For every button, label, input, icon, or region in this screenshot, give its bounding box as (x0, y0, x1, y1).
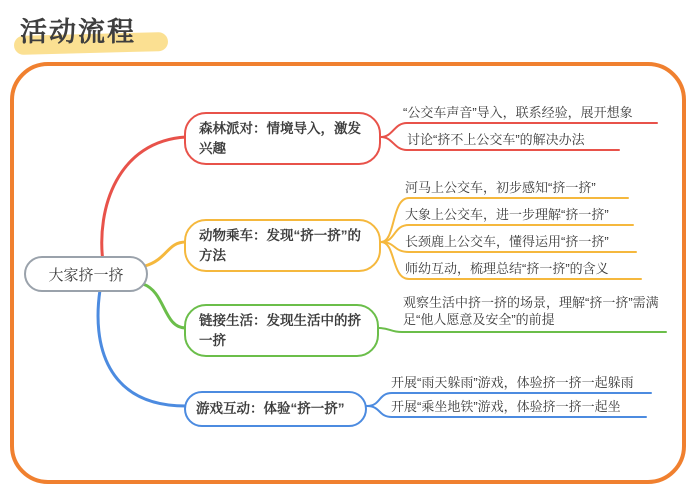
wire-branch-3-leaf-1 (379, 328, 666, 332)
leaf-node: 观察生活中挤一挤的场景，理解“挤一挤”需满足“他人愿意及安全”的前提 (403, 295, 659, 327)
branch-node-game-interaction (184, 391, 367, 427)
branch-node-link-life (184, 304, 379, 357)
leaf-node: 开展“乘坐地铁”游戏，体验挤一挤一起坐 (391, 399, 621, 414)
wire-root-branch-1 (102, 137, 186, 262)
page-title: 活动流程 (20, 17, 136, 47)
root-node (24, 256, 148, 292)
leaf-node: 讨论“挤不上公交车”的解决办法 (407, 132, 585, 147)
leaf-node: 开展“雨天躲雨”游戏，体验挤一挤一起躲雨 (391, 375, 634, 390)
leaf-node: 大象上公交车，进一步理解“挤一挤” (405, 207, 609, 222)
wire-root-branch-2 (145, 242, 186, 266)
leaf-node: 河马上公交车，初步感知“挤一挤” (405, 180, 596, 195)
wire-root-branch-3 (143, 284, 186, 328)
root-node-label: 大家挤一挤 (48, 266, 124, 284)
branch-node-label: 游戏互动：体验“挤一挤” (196, 401, 345, 416)
branch-node-label: 森林派对：情境导入，激发兴趣 (199, 121, 361, 156)
wire-root-branch-4 (98, 290, 186, 406)
branch-node-label: 链接生活：发现生活中的挤一挤 (199, 313, 361, 348)
leaf-node: 长颈鹿上公交车，懂得运用“挤一挤” (405, 234, 609, 249)
branch-node-forest-party (184, 112, 381, 165)
leaf-node: “公交车声音”导入，联系经验，展开想象 (403, 105, 633, 120)
branch-node-label: 动物乘车：发现“挤一挤”的方法 (199, 228, 361, 263)
branch-node-animal-ride (184, 219, 381, 272)
leaf-node: 师幼互动，梳理总结“挤一挤”的含义 (405, 261, 609, 276)
